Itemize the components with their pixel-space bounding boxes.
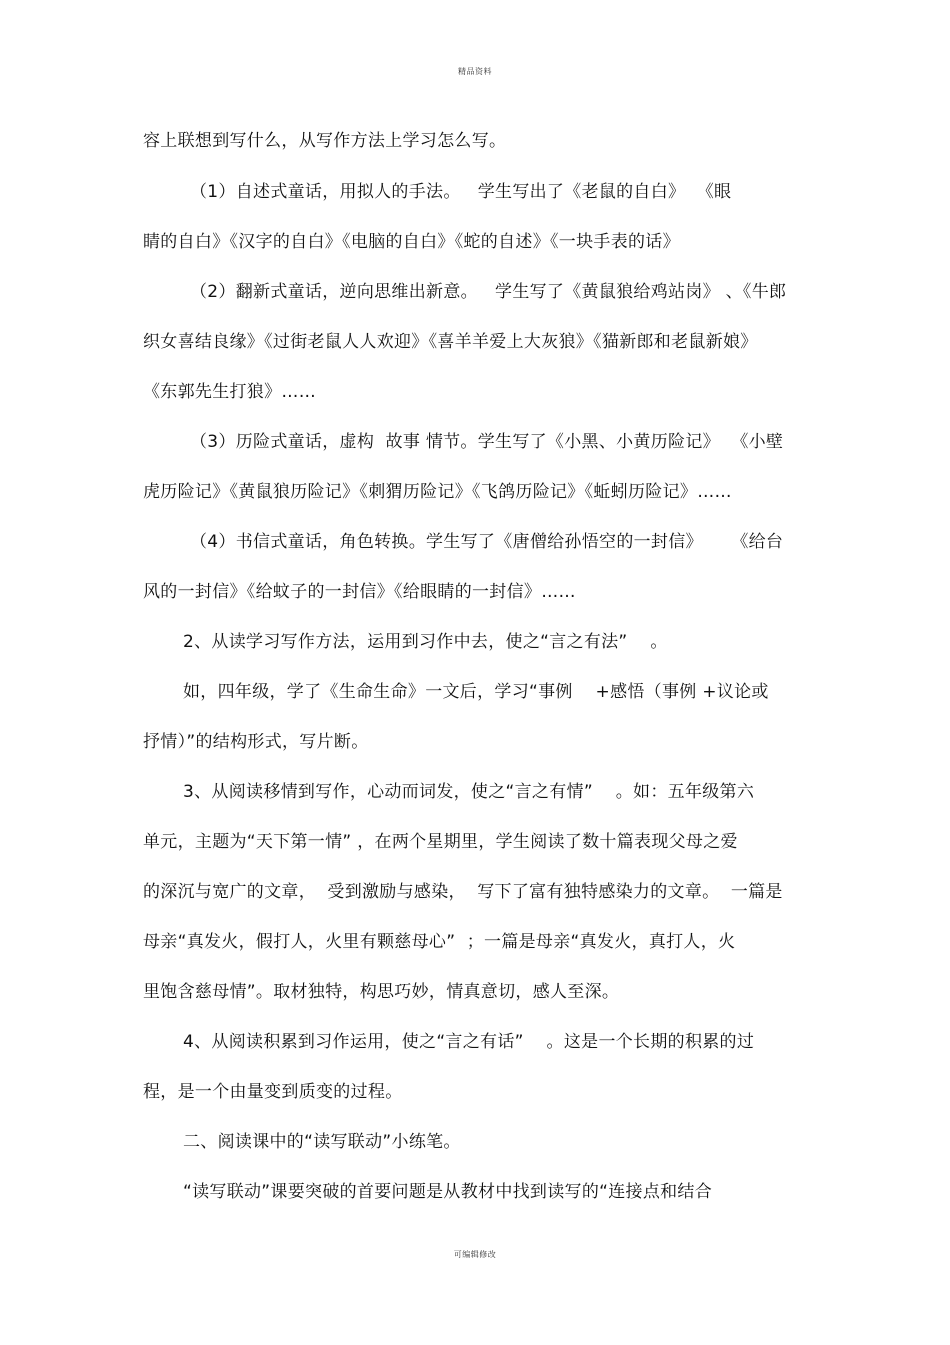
text-line: 2、从读学习写作方法，运用到习作中去，使之“言之有法” 。 <box>183 632 668 652</box>
text-line: 3、从阅读移情到写作，心动而词发，使之“言之有情” 。如：五年级第六 <box>183 782 755 802</box>
text-line: 容上联想到写什么，从写作方法上学习怎么写。 <box>143 131 507 151</box>
text-line: 母亲“真发火，假打人，火里有颗慈母心” ；一篇是母亲“真发火，真打人，火 <box>143 932 736 952</box>
text-line: 睛的自白》《汉字的自白》《电脑的自白》《蛇的自述》《一块手表的话》 <box>143 232 680 252</box>
page-footer: 可编辑修改 <box>453 1250 497 1259</box>
text-line: 4、从阅读积累到习作运用，使之“言之有话” 。这是一个长期的积累的过 <box>183 1032 755 1052</box>
text-line: “读写联动”课要突破的首要问题是从教材中找到读写的“连接点和结合 <box>183 1182 713 1202</box>
text-line: 风的一封信》《给蚊子的一封信》《给眼睛的一封信》…… <box>143 582 576 602</box>
text-line: （1）自述式童话，用拟人的手法。 学生写出了《老鼠的自白》 《眼 <box>190 182 732 202</box>
text-line: 二、阅读课中的“读写联动”小练笔。 <box>183 1132 461 1152</box>
text-line: 程，是一个由量变到质变的过程。 <box>143 1082 403 1102</box>
text-line: 织女喜结良缘》《过街老鼠人人欢迎》《喜羊羊爱上大灰狼》《猫新郎和老鼠新娘》 <box>143 332 758 352</box>
text-line: 单元，主题为“天下第一情” ，在两个星期里，学生阅读了数十篇表现父母之爱 <box>143 832 738 852</box>
text-line: 《东郭先生打狼》…… <box>143 382 316 402</box>
text-line: （3）历险式童话，虚构 故事 情节。学生写了《小黑、小黄历险记》 《小壁 <box>190 432 784 452</box>
text-line: 里饱含慈母情”。取材独特，构思巧妙，情真意切，感人至深。 <box>143 982 620 1002</box>
text-line: 虎历险记》《黄鼠狼历险记》《刺猬历险记》《飞鸽历险记》《蚯蚓历险记》…… <box>143 482 732 502</box>
text-line: （4）书信式童话，角色转换。学生写了《唐僧给孙悟空的一封信》 《给台 <box>190 532 784 552</box>
text-line: 的深沉与宽广的文章， 受到激励与感染， 写下了富有独特感染力的文章。 一篇是 <box>143 882 783 902</box>
page-header: 精品资料 <box>458 67 492 76</box>
text-line: （2）翻新式童话，逆向思维出新意。 学生写了《黄鼠狼给鸡站岗》 、《牛郎 <box>190 282 787 302</box>
text-line: 抒情）”的结构形式，写片断。 <box>143 732 369 752</box>
text-line: 如，四年级，学了《生命生命》一文后，学习“事例 +感悟（事例 +议论或 <box>183 682 769 702</box>
